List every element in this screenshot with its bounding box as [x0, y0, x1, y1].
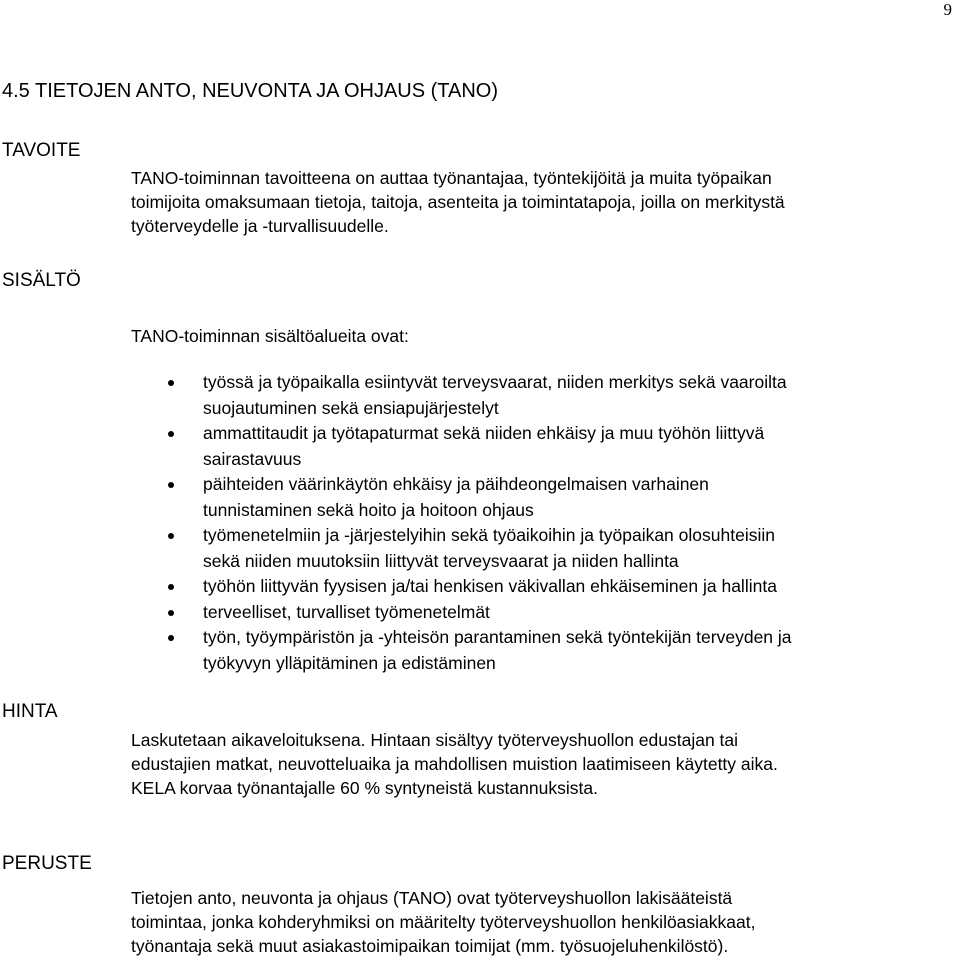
list-item [131, 574, 946, 600]
list-item-line: työssä ja työpaikalla esiintyvät terveysvaarat, niiden merkitys sekä vaaroilta [203, 372, 787, 392]
list-item [131, 370, 946, 421]
goal-line: toimijoita omaksumaan tietoja, taitoja, asenteita ja toimintatapoja, joilla on merkitystä [131, 192, 785, 212]
section-title: 4.5 TIETOJEN ANTO, NEUVONTA JA OHJAUS (TANO) [2, 80, 499, 102]
list-item-line: työn, työympäristön ja -yhteisön parantaminen sekä työntekijän terveyden ja [203, 627, 792, 647]
content-list [131, 370, 946, 676]
list-item-line: päihteiden väärinkäytön ehkäisy ja päihdeongelmaisen varhainen [203, 474, 709, 494]
list-item-line: ammattitaudit ja työtapaturmat sekä niiden ehkäisy ja muu työhön liittyvä [203, 423, 765, 443]
bullet-icon [168, 380, 174, 386]
basis-line: työnantaja sekä muut asiakastoimipaikan toimijat (mm. työsuojeluhenkilöstö). [131, 936, 729, 956]
basis-line: Tietojen anto, neuvonta ja ohjaus (TANO) ovat työterveyshuollon lakisääteistä [131, 888, 733, 908]
bullet-icon [168, 533, 174, 539]
list-item-line: tunnistaminen sekä hoito ja hoitoon ohjaus [203, 499, 534, 520]
bullet-icon [168, 610, 174, 616]
price-paragraph [131, 728, 946, 800]
bullet-icon [168, 482, 174, 488]
list-item [131, 472, 946, 523]
list-item-line: työhön liittyvän fyysisen ja/tai henkisen väkivallan ehkäiseminen ja hallinta [203, 576, 777, 596]
content-intro: TANO-toiminnan sisältöalueita ovat: [131, 326, 409, 346]
list-item [131, 523, 946, 574]
goal-line: työterveydelle ja -turvallisuudelle. [131, 216, 389, 236]
goal-line: TANO-toiminnan tavoitteena on auttaa työnantajaa, työntekijöitä ja muita työpaikan [131, 168, 772, 188]
list-item-line: suojautuminen sekä ensiapujärjestelyt [203, 397, 499, 418]
list-item-line: työkyvyn ylläpitäminen ja edistäminen [203, 652, 496, 673]
list-item [131, 421, 946, 472]
price-line: KELA korvaa työnantajalle 60 % syntyneistä kustannuksista. [131, 778, 598, 798]
list-item-line: sairastavuus [203, 448, 302, 469]
bullet-icon [168, 584, 174, 590]
list-item [131, 625, 946, 676]
bullet-icon [168, 431, 174, 437]
basis-line: toimintaa, jonka kohderyhmiksi on määritelty työterveyshuollon henkilöasiakkaat, [131, 912, 756, 932]
price-line: edustajien matkat, neuvotteluaika ja mahdollisen muistion laatimiseen käytetty aika. [131, 754, 778, 774]
list-item-line: työmenetelmiin ja -järjestelyihin sekä työaikoihin ja työpaikan olosuhteisiin [203, 525, 775, 545]
basis-paragraph [131, 886, 946, 958]
price-line: Laskutetaan aikaveloituksena. Hintaan sisältyy työterveyshuollon edustajan tai [131, 730, 739, 750]
list-item [131, 600, 946, 626]
basis-label: PERUSTE [2, 853, 92, 874]
page-number: 9 [943, 0, 952, 19]
price-label: HINTA [2, 701, 58, 722]
goal-label: TAVOITE [2, 140, 81, 161]
bullet-icon [168, 635, 174, 641]
list-item-line: sekä niiden muutoksiin liittyvät terveysvaarat ja niiden hallinta [203, 550, 679, 571]
list-item-line: terveelliset, turvalliset työmenetelmät [203, 601, 490, 622]
goal-paragraph [131, 166, 946, 238]
content-label: SISÄLTÖ [2, 270, 81, 291]
